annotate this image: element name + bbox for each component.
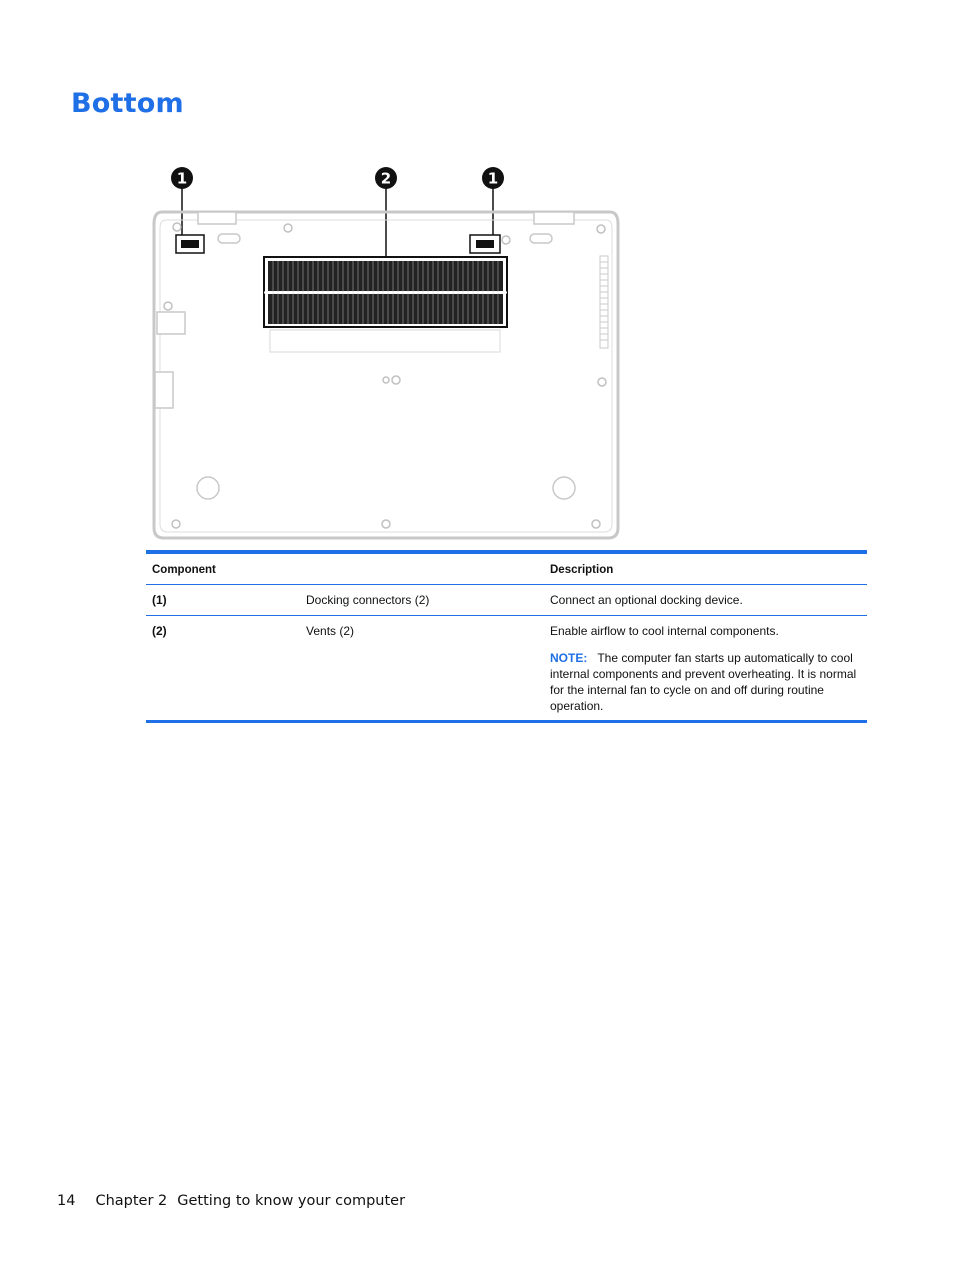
note-label: NOTE: xyxy=(550,651,588,665)
row-number: (2) xyxy=(152,624,167,638)
note xyxy=(550,650,861,714)
laptop-bottom-illustration xyxy=(140,160,640,550)
table-row xyxy=(146,616,867,722)
row-description: Enable airflow to cool internal components. xyxy=(550,624,779,638)
row-number: (1) xyxy=(146,585,300,616)
chapter-label: Chapter 2 xyxy=(95,1193,168,1209)
callout-1-right xyxy=(482,167,504,189)
header-component: Component xyxy=(146,552,544,585)
row-component: Vents (2) xyxy=(306,624,355,638)
svg-text:1: 1 xyxy=(487,169,499,188)
svg-text:1: 1 xyxy=(176,169,188,188)
page-title: Bottom xyxy=(71,88,184,119)
header-description: Description xyxy=(544,552,867,585)
page-footer xyxy=(57,1193,405,1209)
chapter-title: Getting to know your computer xyxy=(177,1193,406,1209)
callout-2 xyxy=(375,167,397,189)
row-description-cell xyxy=(544,616,867,722)
svg-text:2: 2 xyxy=(380,169,392,188)
page-number: 14 xyxy=(57,1193,76,1209)
callout-1-left xyxy=(171,167,193,189)
note-text: The computer fan starts up automatically to cool internal components and prevent overheating. It is normal for the internal fan to cycle on and off during routine operation. xyxy=(550,651,857,713)
row-component: Docking connectors (2) xyxy=(300,585,544,616)
table-row xyxy=(146,585,867,616)
table-header-row xyxy=(146,552,867,585)
components-table xyxy=(146,550,867,723)
row-description: Connect an optional docking device. xyxy=(544,585,867,616)
